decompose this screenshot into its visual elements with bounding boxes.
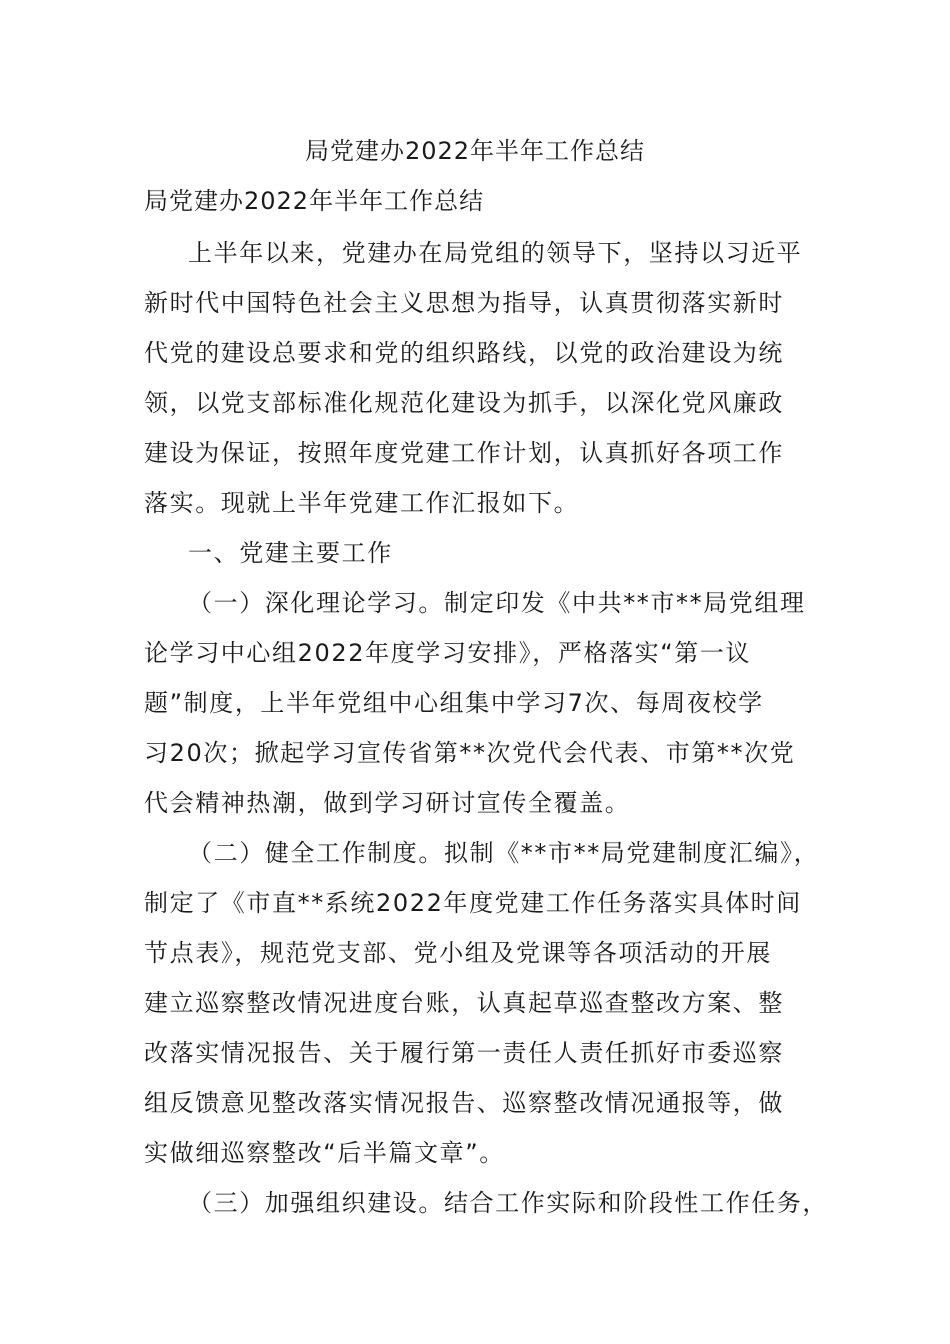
text-line: （三）加强组织建设。结合工作实际和阶段性工作任务， [188, 1189, 828, 1217]
document-body [144, 228, 828, 1228]
text-line: 题”制度，上半年党组中心组集中学习7次、每周夜校学 [144, 689, 764, 717]
document-title: 局党建办2022年半年工作总结 [304, 137, 646, 165]
text-line: 论学习中心组2022年度学习安排》，严格落实“第一议 [144, 639, 752, 667]
text-line: 组反馈意见整改落实情况报告、巡察整改情况通报等，做 [144, 1089, 784, 1117]
text-line: 习20次；掀起学习宣传省第**次党代会代表、市第**次党 [144, 739, 796, 767]
text-line: 实做细巡察整改“后半篇文章”。 [144, 1139, 505, 1167]
text-line: 制定了《市直**系统2022年度党建工作任务落实具体时间 [144, 889, 802, 917]
text-line: 新时代中国特色社会主义思想为指导，认真贯彻落实新时 [144, 289, 784, 317]
text-line: 领，以党支部标准化规范化建设为抓手，以深化党风廉政 [144, 389, 784, 417]
text-line: 代会精神热潮，做到学习研讨宣传全覆盖。 [144, 789, 631, 817]
document-subtitle: 局党建办2022年半年工作总结 [144, 187, 485, 215]
text-line: 上半年以来，党建办在局党组的领导下，坚持以习近平 [188, 239, 803, 267]
text-line: 代党的建设总要求和党的组织路线，以党的政治建设为统 [144, 339, 784, 367]
text-line: 落实。现就上半年党建工作汇报如下。 [144, 489, 580, 517]
text-line: （一）深化理论学习。制定印发《中共**市**局党组理 [188, 589, 806, 617]
text-line: 改落实情况报告、关于履行第一责任人责任抓好市委巡察 [144, 1039, 784, 1067]
text-line: 建设为保证，按照年度党建工作计划，认真抓好各项工作 [144, 439, 784, 467]
text-line: （二）健全工作制度。拟制《**市**局党建制度汇编》， [188, 839, 820, 867]
text-line: 建立巡察整改情况进度台账，认真起草巡查整改方案、整 [144, 989, 784, 1017]
section-heading: 一、党建主要工作 [188, 539, 393, 567]
text-line: 节点表》，规范党支部、党小组及党课等各项活动的开展 [144, 939, 772, 967]
